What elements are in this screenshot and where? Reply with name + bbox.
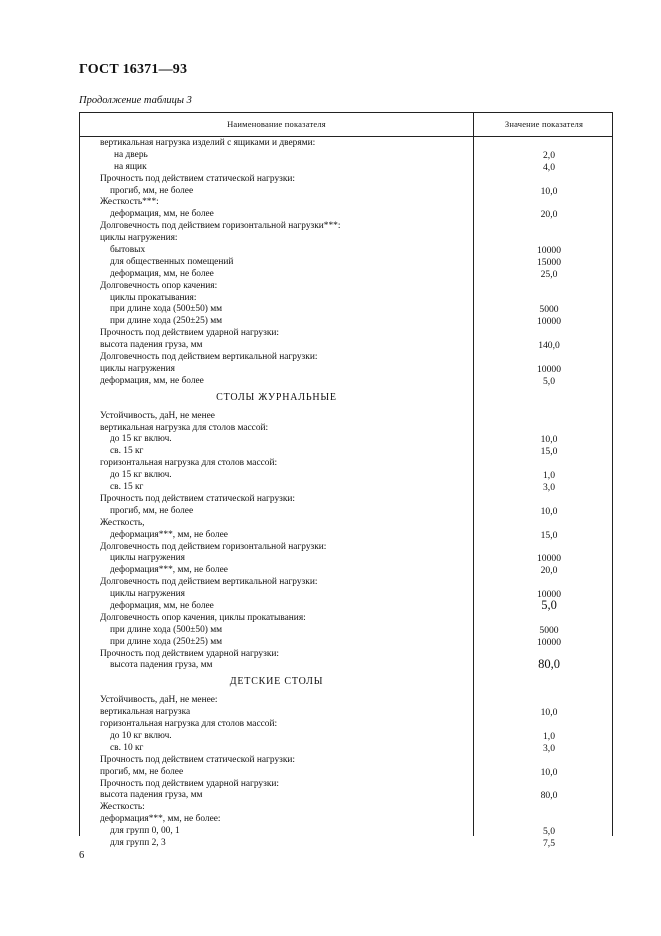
indicator-name: Прочность под действием статической нагрузки: (100, 754, 296, 765)
indicator-value: 20,0 (540, 565, 558, 577)
section-title: СТОЛЫ ЖУРНАЛЬНЫЕ (216, 391, 337, 403)
indicator-name: Устойчивость, даН, не менее (100, 410, 215, 421)
indicator-value: 2,0 (543, 149, 555, 161)
table-row (80, 232, 612, 244)
table-row (80, 636, 612, 648)
table-row (80, 445, 612, 457)
indicator-value: 5000 (539, 304, 559, 316)
indicator-value: 1,0 (543, 470, 555, 482)
indicator-value: 1,0 (543, 730, 555, 742)
indicator-name: при длине хода (250±25) мм (110, 316, 223, 327)
indicator-name: для групп 2, 3 (110, 837, 166, 848)
indicator-name: Устойчивость, даН, не менее: (100, 695, 218, 706)
indicator-name: прогиб, мм, не более (110, 505, 194, 516)
indicator-name: св. 10 кг (110, 742, 144, 753)
indicator-name: до 15 кг включ. (110, 470, 172, 481)
table-header (80, 113, 612, 137)
indicator-value: 5,0 (543, 375, 555, 387)
table-row (80, 564, 612, 576)
header-value-column: Значение показателя (504, 119, 584, 129)
indicator-value: 80,0 (538, 657, 560, 672)
indicator-name: до 15 кг включ. (110, 434, 172, 445)
table-row (80, 837, 612, 849)
indicator-value: 15,0 (540, 529, 558, 541)
indicator-name: циклы нагружения: (100, 233, 178, 244)
table-row (80, 789, 612, 801)
indicator-value: 10,0 (540, 505, 558, 517)
specs-table (79, 112, 613, 849)
table-row (80, 363, 612, 375)
indicator-name: вертикальная нагрузка для столов массой: (100, 422, 269, 433)
indicator-value: 5000 (539, 624, 559, 636)
indicator-value: 10,0 (540, 707, 558, 719)
indicator-name: высота падения груза, мм (110, 660, 213, 671)
table-row (80, 730, 612, 742)
indicator-name: Жесткость: (100, 802, 145, 813)
table-row (80, 624, 612, 636)
indicator-value: 5,0 (541, 597, 557, 612)
indicator-name: для общественных помещений (110, 256, 234, 267)
table-row (80, 457, 612, 469)
indicator-name: прогиб, мм, не более (110, 185, 194, 196)
table-row (80, 339, 612, 351)
indicator-name: Прочность под действием ударной нагрузки: (100, 328, 280, 339)
indicator-name: высота падения груза, мм (100, 340, 203, 351)
indicator-name: деформация, мм, не более (110, 209, 214, 220)
table-row (80, 706, 612, 718)
table-row (80, 754, 612, 766)
table-row (80, 173, 612, 185)
indicator-name: на ящик (114, 161, 147, 172)
indicator-value: 25,0 (540, 268, 558, 280)
table-row (80, 196, 612, 208)
indicator-name: горизонтальная нагрузка для столов массой: (100, 719, 278, 730)
table-row (80, 493, 612, 505)
indicator-name: при длине хода (500±50) мм (110, 624, 223, 635)
table-row (80, 766, 612, 778)
table-row (80, 433, 612, 445)
table-row (80, 517, 612, 529)
table-row (80, 327, 612, 339)
indicator-name: Жесткость***: (100, 197, 159, 208)
table-row (80, 552, 612, 564)
table-row (80, 161, 612, 173)
indicator-name: Долговечность под действием вертикальной нагрузки: (100, 577, 318, 588)
table-row (80, 422, 612, 434)
table-row (80, 813, 612, 825)
indicator-name: Прочность под действием ударной нагрузки: (100, 648, 280, 659)
table-row (80, 351, 612, 363)
indicator-name: бытовых (110, 245, 146, 256)
indicator-value: 10,0 (540, 185, 558, 197)
table-row (80, 529, 612, 541)
indicator-value: 10000 (537, 363, 561, 375)
indicator-value: 20,0 (540, 209, 558, 221)
table-row (80, 220, 612, 232)
table-row (80, 244, 612, 256)
indicator-name: на дверь (114, 149, 148, 160)
table-row (80, 718, 612, 730)
indicator-name: до 10 кг включ. (110, 730, 172, 741)
indicator-value: 10,0 (540, 434, 558, 446)
indicator-name: деформация, мм, не более (100, 375, 204, 386)
page-number: 6 (79, 850, 85, 861)
table-body (80, 137, 612, 849)
indicator-name: деформация, мм, не более (110, 268, 214, 279)
section-heading-row (80, 671, 612, 694)
table-row (80, 778, 612, 790)
indicator-name: Прочность под действием статической нагрузки: (100, 173, 296, 184)
indicator-name: циклы нагружения (110, 553, 185, 564)
table-row (80, 612, 612, 624)
indicator-name: для групп 0, 00, 1 (110, 826, 180, 837)
table-row (80, 659, 612, 671)
indicator-name: деформация***, мм, не более (110, 529, 228, 540)
indicator-value: 10000 (537, 316, 561, 328)
indicator-name: Долговечность под действием вертикальной нагрузки: (100, 352, 318, 363)
indicator-name: деформация, мм, не более (110, 600, 214, 611)
indicator-value: 15,0 (540, 446, 558, 458)
table-row (80, 268, 612, 280)
table-row (80, 149, 612, 161)
indicator-value: 7,5 (543, 837, 555, 849)
indicator-name: прогиб, мм, не более (100, 766, 184, 777)
indicator-name: Долговечность опор качения: (100, 280, 218, 291)
table-caption: Продолжение таблицы 3 (79, 95, 192, 106)
indicator-name: св. 15 кг (110, 446, 144, 457)
indicator-value: 10000 (537, 636, 561, 648)
table-row (80, 185, 612, 197)
table-row (80, 256, 612, 268)
table-row (80, 541, 612, 553)
indicator-name: Прочность под действием ударной нагрузки: (100, 778, 280, 789)
document-title: ГОСТ 16371—93 (79, 62, 188, 77)
header-name-column: Наименование показателя (227, 119, 326, 129)
indicator-name: вертикальная нагрузка (100, 707, 191, 718)
indicator-name: св. 15 кг (110, 482, 144, 493)
indicator-value: 5,0 (543, 826, 555, 838)
table-row (80, 825, 612, 837)
table-row (80, 137, 612, 149)
section-title: ДЕТСКИЕ СТОЛЫ (229, 676, 324, 688)
indicator-value: 140,0 (538, 340, 560, 352)
table-row (80, 375, 612, 387)
indicator-value: 3,0 (543, 742, 555, 754)
indicator-value: 3,0 (543, 482, 555, 494)
indicator-name: при длине хода (250±25) мм (110, 636, 223, 647)
indicator-name: Прочность под действием статической нагрузки: (100, 493, 296, 504)
table-row (80, 505, 612, 517)
table-row (80, 208, 612, 220)
section-heading-row (80, 387, 612, 410)
indicator-value: 4,0 (543, 161, 555, 173)
indicator-name: Жесткость, (100, 517, 145, 528)
indicator-name: циклы нагружения (100, 363, 175, 374)
indicator-name: Долговечность под действием горизонтальной нагрузки: (100, 541, 327, 552)
indicator-value: 15000 (537, 256, 561, 268)
table-row (80, 801, 612, 813)
table-row (80, 315, 612, 327)
table-row (80, 469, 612, 481)
indicator-name: Долговечность опор качения, циклы прокатывания: (100, 612, 306, 623)
table-row (80, 410, 612, 422)
table-row (80, 292, 612, 304)
indicator-value: 80,0 (540, 790, 558, 802)
table-row (80, 576, 612, 588)
table-row (80, 694, 612, 706)
indicator-name: Долговечность под действием горизонтальной нагрузки***: (100, 221, 341, 232)
indicator-name: горизонтальная нагрузка для столов массой: (100, 458, 278, 469)
indicator-value: 10000 (537, 553, 561, 565)
indicator-name: циклы прокатывания: (110, 292, 197, 303)
indicator-name: при длине хода (500±50) мм (110, 304, 223, 315)
indicator-name: деформация***, мм, не более (110, 565, 228, 576)
table-row (80, 597, 612, 612)
table-row (80, 280, 612, 292)
table-row (80, 481, 612, 493)
indicator-name: циклы нагружения (110, 589, 185, 600)
indicator-name: высота падения груза, мм (100, 790, 203, 801)
indicator-name: вертикальная нагрузка изделий с ящиками и дверями: (100, 138, 316, 148)
table-row (80, 742, 612, 754)
indicator-value: 10000 (537, 245, 561, 257)
indicator-value: 10000 (537, 589, 561, 601)
table-row (80, 303, 612, 315)
indicator-name: деформация***, мм, не более: (100, 814, 221, 825)
indicator-value: 10,0 (540, 766, 558, 778)
